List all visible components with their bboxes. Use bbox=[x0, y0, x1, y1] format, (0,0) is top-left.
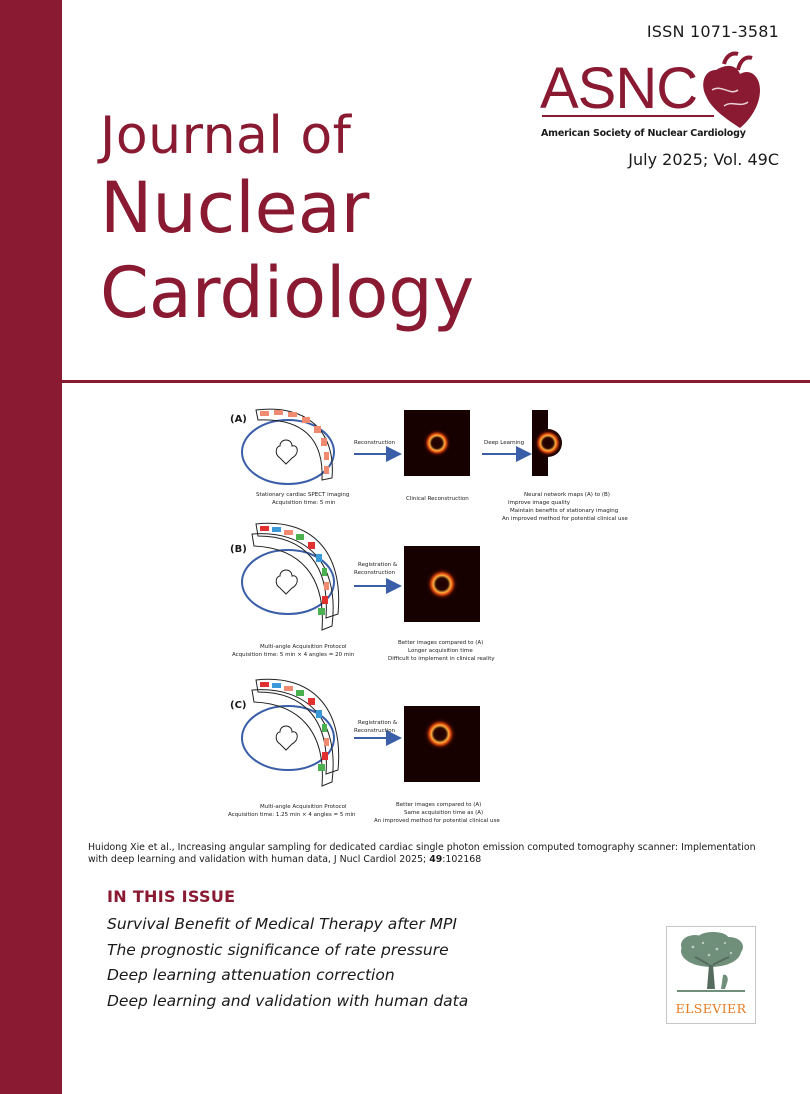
caption-text: Huidong Xie et al., Increasing angular sampling for dedicated cardiac single photon emission computed tomography scanner: Implementation with deep learning and validation with human data, J Nucl Cardiol 2025; bbox=[88, 842, 756, 865]
issn: ISSN 1071-3581 bbox=[646, 22, 779, 41]
society-name: American Society of Nuclear Cardiology bbox=[541, 128, 746, 139]
issue-item: Survival Benefit of Medical Therapy after MPI bbox=[107, 915, 457, 933]
panel-a-label: (A) bbox=[230, 414, 247, 425]
elsevier-logo bbox=[666, 926, 756, 1024]
cover-figure-caption bbox=[88, 842, 768, 865]
journal-title-line3: Cardiology bbox=[100, 252, 475, 334]
issue-item: Deep learning and validation with human data bbox=[107, 991, 469, 1010]
panel-c-label: (C) bbox=[230, 700, 247, 711]
issue-item: Deep learning attenuation correction bbox=[107, 966, 395, 984]
in-this-issue-heading: IN THIS ISSUE bbox=[107, 887, 236, 906]
panel-a-right3: Maintain benefits of stationary imaging bbox=[510, 508, 619, 514]
asnc-logo-text: ASNC bbox=[540, 56, 698, 121]
panel-b-right1: Better images compared to (A) bbox=[398, 640, 484, 646]
elsevier-tree-icon bbox=[673, 931, 749, 997]
panel-b-right3: Difficult to implement in clinical reality bbox=[388, 656, 495, 662]
panel-a-caption1: Stationary cardiac SPECT imaging bbox=[256, 492, 350, 498]
elsevier-wordmark: ELSEVIER bbox=[675, 1001, 747, 1016]
caption-article: :102168 bbox=[442, 853, 482, 865]
panel-c-caption2: Acquisition time: 1.25 min × 4 angles = 5 min bbox=[228, 812, 356, 818]
panel-a-arrow1-label: Reconstruction bbox=[354, 440, 396, 446]
panel-b-right2: Longer acquisition time bbox=[408, 648, 473, 654]
panel-c-arrow-label2: Reconstruction bbox=[354, 728, 396, 734]
panel-c-right2: Same acquisition time as (A) bbox=[404, 810, 484, 816]
panel-c-caption1: Multi-angle Acquisition Protocol bbox=[260, 804, 347, 810]
panel-a-arrow2-label: Deep Learning bbox=[484, 440, 525, 446]
panel-a-right4: An improved method for potential clinical use bbox=[502, 516, 628, 522]
panel-a-right2: Improve image quality bbox=[508, 500, 571, 506]
journal-title-line2: Nuclear bbox=[100, 167, 370, 249]
header-rule bbox=[62, 380, 810, 383]
cover-figure bbox=[226, 400, 628, 830]
panel-b-caption1: Multi-angle Acquisition Protocol bbox=[260, 644, 347, 650]
panel-a-right1: Neural network maps (A) to (B) bbox=[524, 492, 610, 498]
issue-date: July 2025; Vol. 49C bbox=[628, 150, 779, 169]
panel-b-arrow-label1: Registration & bbox=[358, 562, 398, 568]
panel-b-caption2: Acquisition time: 5 min × 4 angles = 20 min bbox=[232, 652, 355, 658]
cover-spine bbox=[0, 0, 62, 1094]
panel-a-caption2: Acquisition time: 5 min bbox=[272, 500, 336, 506]
panel-b-scanner bbox=[242, 523, 339, 630]
panel-c-arrow-label1: Registration & bbox=[358, 720, 398, 726]
panel-b-label: (B) bbox=[230, 544, 247, 555]
panel-c-right1: Better images compared to (A) bbox=[396, 802, 482, 808]
caption-volume: 49 bbox=[429, 853, 443, 865]
panel-a-scanner bbox=[242, 409, 334, 484]
panel-a-mid-caption: Clinical Reconstruction bbox=[406, 496, 469, 502]
panel-b-arrow-label2: Reconstruction bbox=[354, 570, 396, 576]
panel-c-right3: An improved method for potential clinical use bbox=[374, 818, 500, 824]
in-this-issue-list bbox=[107, 912, 468, 1014]
journal-title-line1: Journal of bbox=[100, 106, 352, 166]
panel-c-scanner bbox=[242, 679, 339, 786]
issue-item: The prognostic significance of rate pressure bbox=[107, 940, 449, 959]
